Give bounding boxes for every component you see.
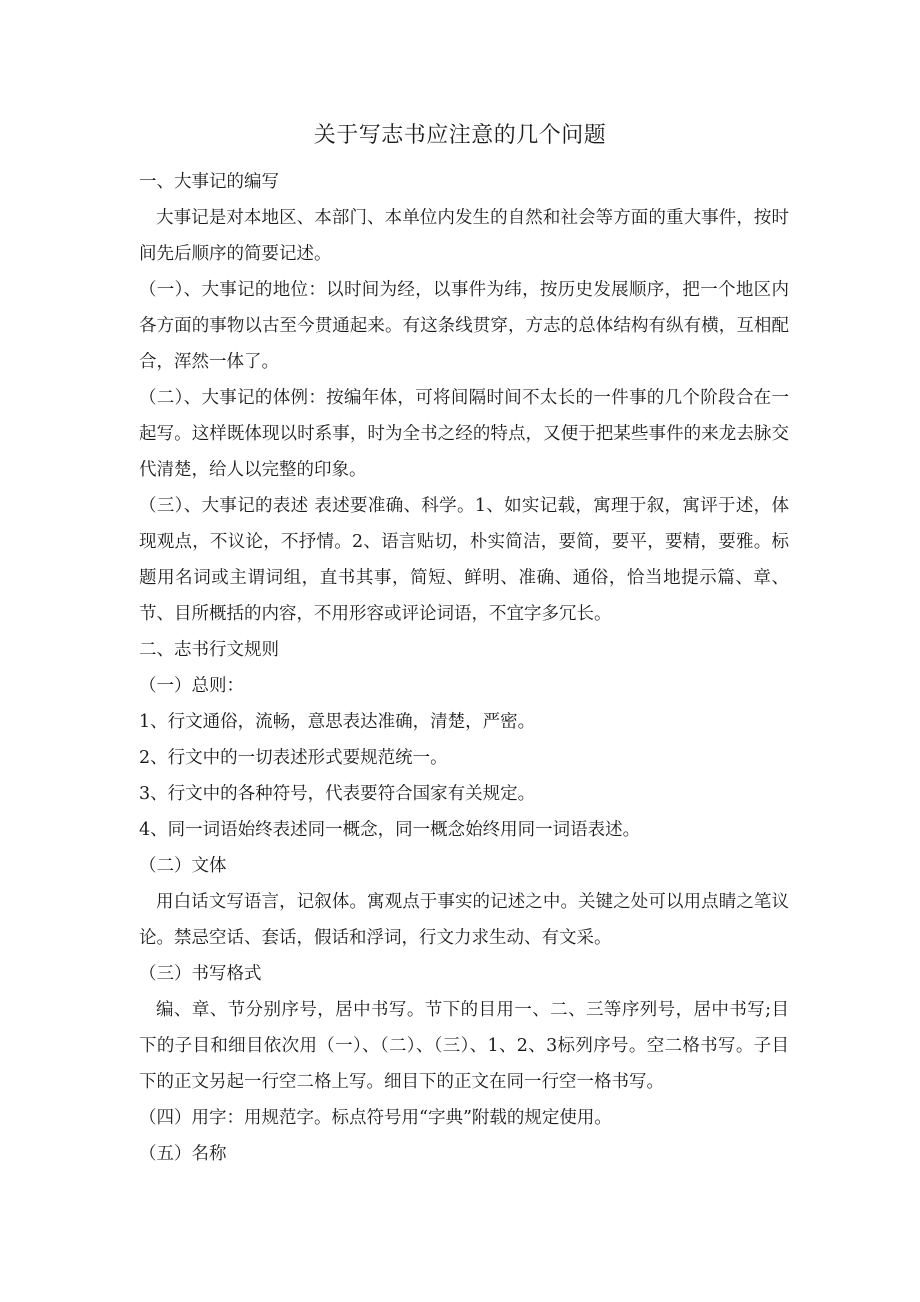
- document-title: 关于写志书应注意的几个问题: [313, 123, 607, 148]
- paragraph-style: 用白话文写语言，记叙体。寓观点于事实的记述之中。关键之处可以用点睛之笔议论。禁忌空话、套话，假话和浮词，行文力求生动、有文采。: [139, 892, 789, 948]
- paragraph-format: （二）、大事记的体例：按编年体，可将间隔时间不太长的一件事的几个阶段合在一起写。这样既体现以时系事，时为全书之经的特点，又便于把某些事件的来龙去脉交代清楚，给人以完整的印象。: [139, 388, 789, 480]
- paragraph-status: （一）、大事记的地位：以时间为经，以事件为纬，按历史发展顺序，把一个地区内各方面的事物以古至今贯通起来。有这条线贯穿，方志的总体结构有纵有横，互相配合，浑然一体了。: [139, 280, 789, 372]
- subheading-style: （二）文体: [139, 856, 227, 876]
- rule-item-2: 2、行文中的一切表述形式要规范统一。: [139, 748, 448, 768]
- paragraph-expression: （三）、大事记的表述 表述要准确、科学。1、如实记载，寓理于叙，寓评于述，体现观点，不议论，不抒情。2、语言贴切，朴实简洁，要简，要平，要精，要雅。标题用名词或主谓词组，直书其事，简短、鲜明、准确、通俗，恰当地提示篇、章、节、目所概括的内容，不用形容或评论词语，不宜字多冗长。: [139, 496, 789, 624]
- subheading-writing-format: （三）书写格式: [139, 964, 262, 984]
- paragraph-writing-format: 编、章、节分别序号，居中书写。节下的目用一、二、三等序列号，居中书写;目下的子目和细目依次用（一）、（二）、（三）、1、2、3标列序号。空二格书写。子目下的正文另起一行空二格上写。细目下的正文在同一行空一格书写。: [139, 1000, 789, 1092]
- document-body: [139, 164, 789, 1172]
- subheading-names: （五）名称: [139, 1144, 227, 1164]
- paragraph-characters: （四）用字：用规范字。标点符号用“字典”附载的规定使用。: [139, 1108, 612, 1128]
- rule-item-4: 4、同一词语始终表述同一概念，同一概念始终用同一词语表述。: [139, 820, 641, 840]
- rule-item-1: 1、行文通俗，流畅，意思表达准确，清楚，严密。: [139, 712, 536, 732]
- section-heading-2: 二、志书行文规则: [139, 640, 279, 660]
- paragraph-definition: 大事记是对本地区、本部门、本单位内发生的自然和社会等方面的重大事件，按时间先后顺序的简要记述。: [139, 208, 789, 264]
- subheading-general: （一）总则：: [139, 676, 244, 696]
- section-heading-1: 一、大事记的编写: [139, 172, 279, 192]
- rule-item-3: 3、行文中的各种符号，代表要符合国家有关规定。: [139, 784, 536, 804]
